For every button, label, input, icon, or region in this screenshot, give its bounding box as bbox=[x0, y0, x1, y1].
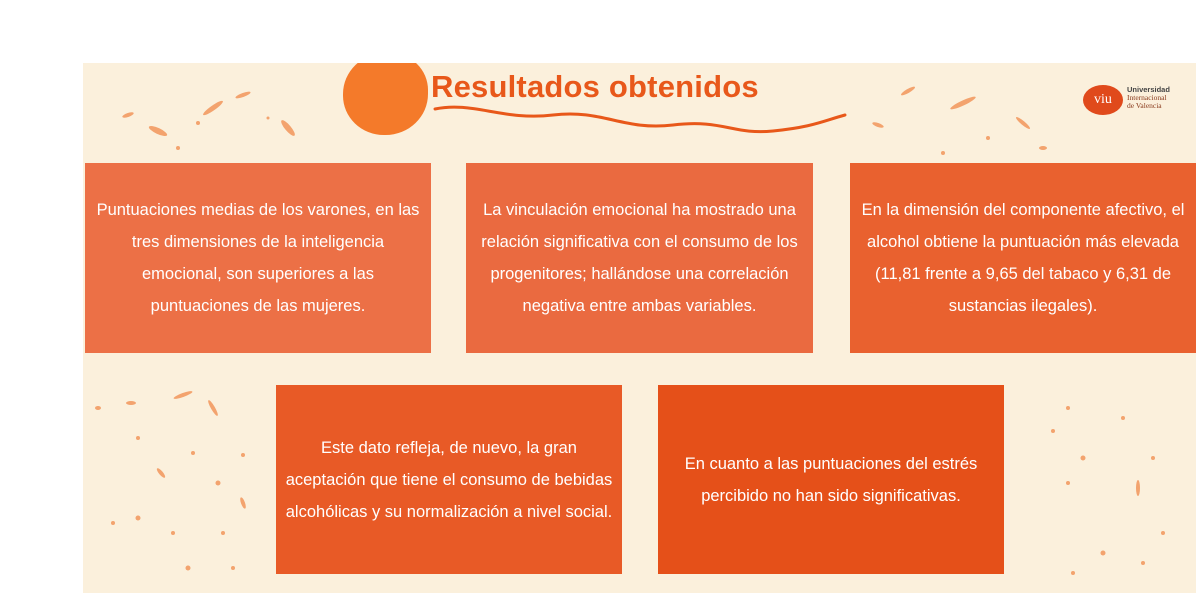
result-card-5 bbox=[658, 385, 1004, 574]
orange-blob-decoration bbox=[343, 63, 428, 135]
result-card-4-text: Este dato refleja, de nuevo, la gran aceptación que tiene el consumo de bebidas alcohólicas y su normalización a nivel social. bbox=[285, 438, 613, 521]
page-title: Resultados obtenidos bbox=[431, 69, 759, 104]
result-card-5-text: En cuanto a las puntuaciones del estrés percibido no han sido significativas. bbox=[684, 454, 978, 505]
result-card-4 bbox=[276, 385, 622, 574]
logo-line-2: Internacional bbox=[1127, 93, 1167, 102]
title-underline-wave bbox=[433, 103, 853, 143]
logo-wordmark bbox=[1127, 86, 1187, 110]
result-card-3-text: En la dimensión del componente afectivo, el alcohol obtiene la puntuación más elevada (11,81 frente a 9,65 del tabaco y 6,31 de sustancias ilegales). bbox=[861, 201, 1185, 315]
slide bbox=[83, 63, 1196, 593]
result-card-2-text: La vinculación emocional ha mostrado una relación significativa con el consumo de los progenitores; hallándose una correlación negativa entre ambas variables. bbox=[481, 201, 798, 315]
result-card-3 bbox=[850, 163, 1196, 353]
result-card-1-text: Puntuaciones medias de los varones, en las tres dimensiones de la inteligencia emocional, son superiores a las puntuaciones de las mujeres. bbox=[96, 201, 420, 315]
result-card-1 bbox=[85, 163, 431, 353]
university-logo bbox=[1083, 85, 1193, 117]
result-card-2 bbox=[466, 163, 813, 353]
viu-logo-mark: viu bbox=[1083, 85, 1123, 115]
logo-line-1: Universidad bbox=[1127, 85, 1170, 94]
logo-line-3: de Valencia bbox=[1127, 101, 1162, 110]
